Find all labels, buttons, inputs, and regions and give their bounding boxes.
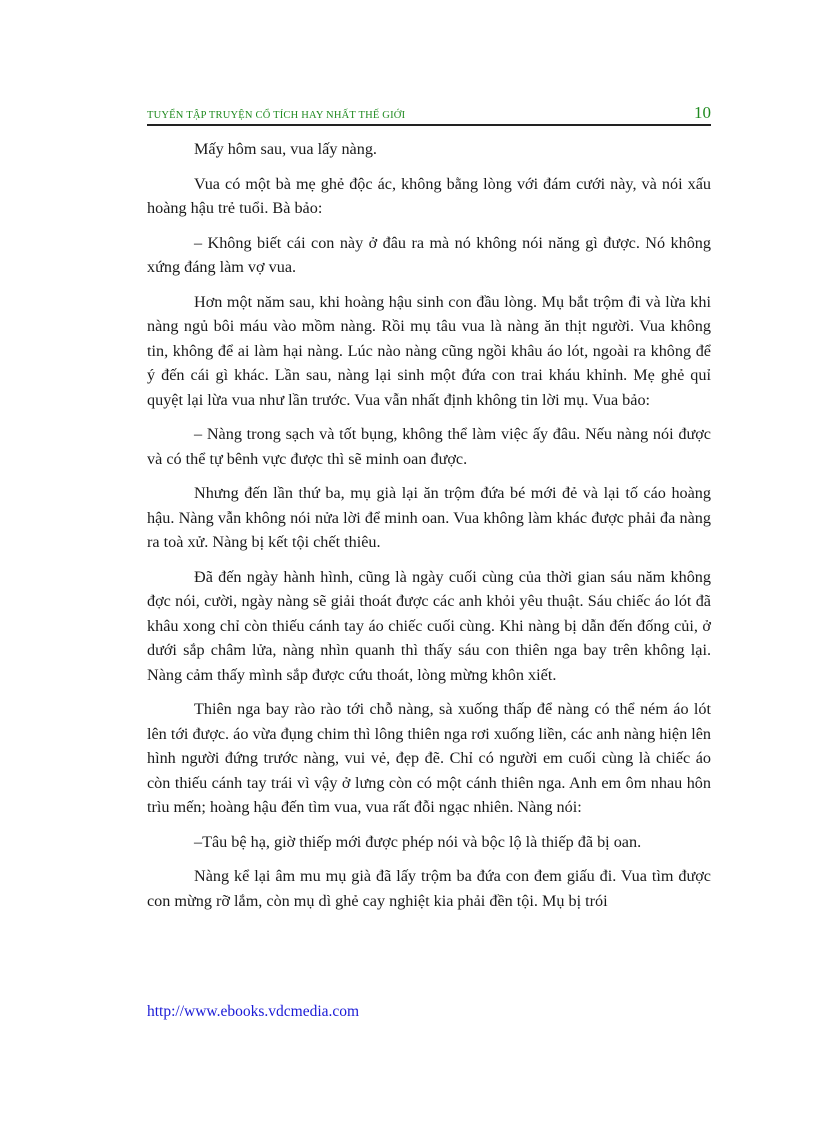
paragraph: Mấy hôm sau, vua lấy nàng. (194, 140, 377, 158)
page-header (147, 102, 711, 126)
footer-url-link[interactable]: http://www.ebooks.vdcmedia.com (147, 1003, 360, 1020)
story-text (147, 137, 711, 923)
paragraph: Vua có một bà mẹ ghẻ độc ác, không bằng lòng với đám cưới này, và nói xấu hoàng hậu trẻ tuổi. Bà bảo: (147, 174, 711, 217)
paragraph: Đã đến ngày hành hình, cũng là ngày cuối cùng của thời gian sáu năm không đợc nói, cười, ngày nàng sẽ giải thoát được các anh khỏi yêu thuật. Sáu chiếc áo lót đã khâu xong chỉ còn thiếu cánh tay áo chiếc cuối cùng. Khi nàng bị dẫn đến đống củi, ở dưới sắp châm lửa, nàng nhìn quanh thì thấy sáu con thiên nga bay trên không lại. Nàng cảm thấy mình sắp được cứu thoát, lòng mừng khôn xiết. (147, 567, 711, 684)
book-title: TUYỂN TẬP TRUYỆN CỔ TÍCH HAY NHẤT THẾ GIỚI (147, 110, 406, 121)
paragraph: Nhưng đến lần thứ ba, mụ già lại ăn trộm đứa bé mới đẻ và lại tố cáo hoàng hậu. Nàng vẫn không nói nửa lời để minh oan. Vua không làm khác được phải đa nàng ra toà xử. Nàng bị kết tội chết thiêu. (147, 484, 711, 551)
paragraph: Thiên nga bay rào rào tới chỗ nàng, sà xuống thấp để nàng có thể ném áo lót lên tới được. áo vừa đụng chim thì lông thiên nga rơi xuống liền, các anh nàng hiện lên hình người đứng trước nàng, vui vẻ, đẹp đẽ. Chỉ có người em cuối cùng là chiếc áo còn thiếu cánh tay trái vì vậy ở lưng còn có một cánh thiên nga. Anh em ôm nhau hôn trìu mến; hoàng hậu đến tìm vua, vua rất đỗi ngạc nhiên. Nàng nói: (147, 700, 711, 816)
paragraph-dialogue: – Không biết cái con này ở đâu ra mà nó không nói năng gì được. Nó không xứng đáng làm vợ vua. (147, 233, 711, 276)
paragraph: Hơn một năm sau, khi hoàng hậu sinh con đầu lòng. Mụ bắt trộm đi và lừa khi nàng ngủ bôi máu vào mồm nàng. Rồi mụ tâu vua là nàng ăn thịt người. Vua không tin, không để ai làm hại nàng. Lúc nào nàng cũng ngồi khâu áo lót, ngoài ra không để ý đến cái gì khác. Lần sau, nàng lại sinh một đứa con trai kháu khỉnh. Mẹ ghẻ quỉ quyệt lại lừa vua như lần trước. Vua vẫn nhất định không tin lời mụ. Vua bảo: (147, 292, 711, 409)
paragraph: Nàng kể lại âm mu mụ già đã lấy trộm ba đứa con đem giấu đi. Vua tìm được con mừng rỡ lắm, còn mụ dì ghẻ cay nghiệt kia phải đền tội. Mụ bị trói (147, 867, 711, 910)
paragraph-dialogue: – Nàng trong sạch và tốt bụng, không thể làm việc ấy đâu. Nếu nàng nói được và có thể tự bênh vực được thì sẽ minh oan được. (147, 425, 711, 468)
paragraph-dialogue: –Tâu bệ hạ, giờ thiếp mới được phép nói và bộc lộ là thiếp đã bị oan. (194, 832, 642, 851)
page-number: 10 (694, 103, 711, 122)
